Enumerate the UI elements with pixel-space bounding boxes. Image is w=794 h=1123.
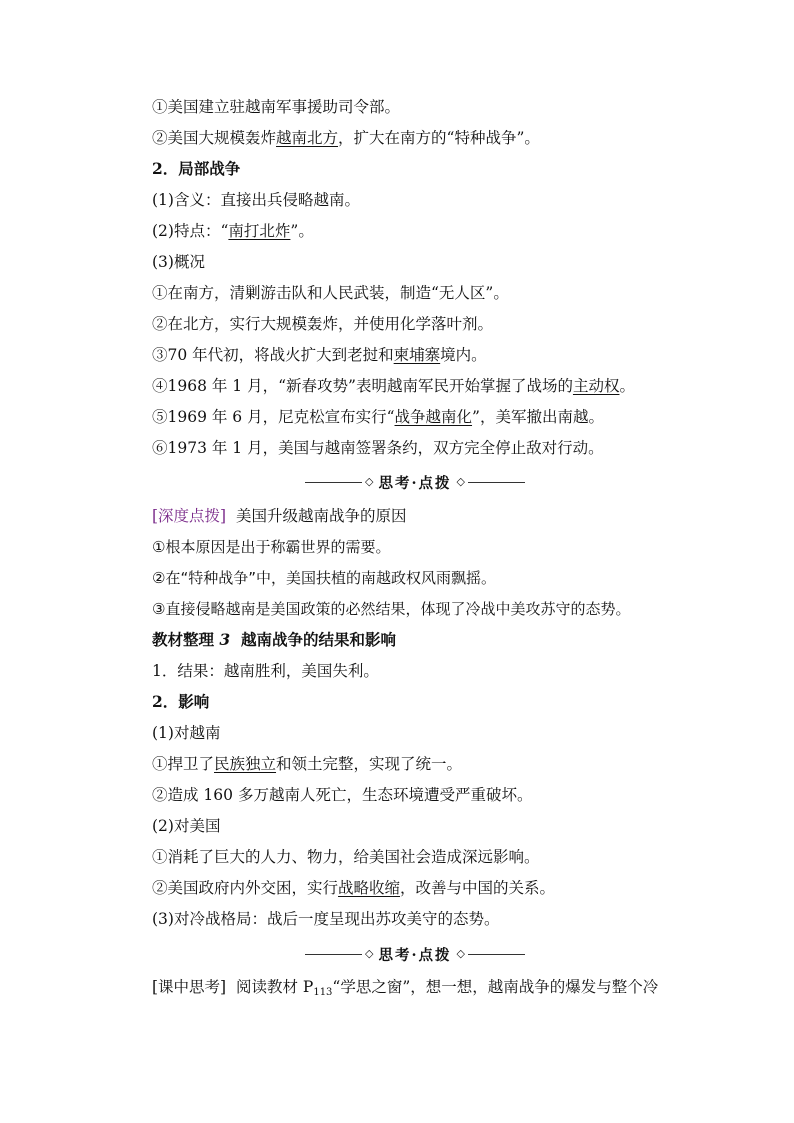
section-heading-title: 越南战争的结果和影响 — [241, 630, 397, 649]
underlined-term: 战争越南化 — [394, 408, 473, 426]
text-segment: ，扩大在南方的“特种战争”。 — [338, 129, 540, 147]
section-heading — [152, 630, 396, 652]
underlined-term: 民族独立 — [214, 755, 277, 773]
section-heading: 2．影响 — [152, 692, 210, 711]
underlined-term: 柬埔寨 — [393, 346, 441, 364]
page-subscript: 113 — [313, 987, 333, 998]
diamond-icon: ◇ — [365, 947, 374, 960]
text-line: ①在南方，清剿游击队和人民武装，制造“无人区”。 — [152, 284, 509, 302]
text-line — [152, 376, 635, 398]
text-segment: 境内。 — [440, 346, 487, 364]
text-segment: (2)特点：“ — [152, 222, 229, 240]
underlined-term: 越南北方 — [276, 129, 339, 147]
text-segment: ”。 — [290, 222, 314, 240]
text-line: 1．结果：越南胜利，美国失利。 — [152, 662, 379, 680]
text-segment: ”，美军撤出南越。 — [472, 408, 604, 426]
text-line: (1)含义：直接出兵侵略越南。 — [152, 191, 360, 209]
text-segment: ②美国大规模轰炸 — [152, 129, 277, 147]
divider-label: 思考·点拨 — [378, 946, 452, 964]
section-heading: 2．局部战争 — [152, 159, 241, 178]
divider-rule — [305, 482, 362, 483]
text-segment: ⑤1969 年 6 月，尼克松宣布实行“ — [152, 408, 395, 426]
underlined-term: 南打北炸 — [228, 222, 291, 240]
text-line: (3)概况 — [152, 253, 205, 271]
text-line: ②在北方，实行大规模轰炸，并使用化学落叶剂。 — [152, 315, 494, 333]
underlined-term: 主动权 — [572, 377, 620, 395]
text-segment: 。 — [619, 377, 635, 395]
divider-rule — [305, 954, 362, 955]
text-line: ②造成 160 多万越南人死亡，生态环境遭受严重破坏。 — [152, 786, 533, 804]
divider-rule — [468, 954, 525, 955]
text-segment: ，改善与中国的关系。 — [400, 879, 556, 897]
text-line: (2)对美国 — [152, 817, 221, 835]
underlined-term: 战略收缩 — [338, 879, 401, 897]
text-segment: ②美国政府内外交困，实行 — [152, 879, 339, 897]
diamond-icon: ◇ — [365, 475, 374, 488]
text-line — [152, 754, 462, 776]
section-divider — [305, 471, 525, 493]
text-segment: ③70 年代初，将战火扩大到老挝和 — [152, 346, 394, 364]
text-line — [152, 128, 540, 150]
text-segment: “学思之窗”，想一想，越南战争的爆发与整个冷 — [332, 978, 659, 996]
tip-line: ①根本原因是出于称霸世界的需要。 — [152, 538, 391, 556]
section-number: 3 — [219, 630, 231, 649]
text-line: ①消耗了巨大的人力、物力，给美国社会造成深远影响。 — [152, 848, 540, 866]
think-tag: [课中思考] — [152, 978, 227, 996]
text-segment: ①捍卫了 — [152, 755, 215, 773]
text-line: ⑥1973 年 1 月，美国与越南签署条约，双方完全停止敌对行动。 — [152, 439, 604, 457]
think-question — [152, 977, 658, 999]
tip-line: ③直接侵略越南是美国政策的必然结果，体现了冷战中美攻苏守的态势。 — [152, 600, 631, 618]
text-line — [152, 407, 604, 429]
text-line: (1)对越南 — [152, 724, 221, 742]
deep-tip-title: 美国升级越南战争的原因 — [235, 507, 407, 525]
text-line: (3)对冷战格局：战后一度呈现出苏攻美守的态势。 — [152, 910, 500, 928]
divider-label: 思考·点拨 — [378, 474, 452, 492]
deep-tip-heading — [152, 506, 406, 528]
section-heading-prefix: 教材整理 — [152, 630, 215, 649]
text-line — [152, 878, 555, 900]
deep-tip-tag: [深度点拨] — [152, 507, 227, 525]
diamond-icon: ◇ — [456, 475, 465, 488]
text-segment: 和领土完整，实现了统一。 — [276, 755, 463, 773]
tip-line: ②在“特种战争”中，美国扶植的南越政权风雨飘摇。 — [152, 569, 496, 587]
text-segment: 阅读教材 P — [235, 978, 314, 996]
diamond-icon: ◇ — [456, 947, 465, 960]
text-line: ①美国建立驻越南军事援助司令部。 — [152, 98, 401, 116]
text-line — [152, 221, 314, 243]
section-divider — [305, 943, 525, 965]
text-segment: ④1968 年 1 月，“新春攻势”表明越南军民开始掌握了战场的 — [152, 377, 573, 395]
text-line — [152, 345, 487, 367]
divider-rule — [468, 482, 525, 483]
